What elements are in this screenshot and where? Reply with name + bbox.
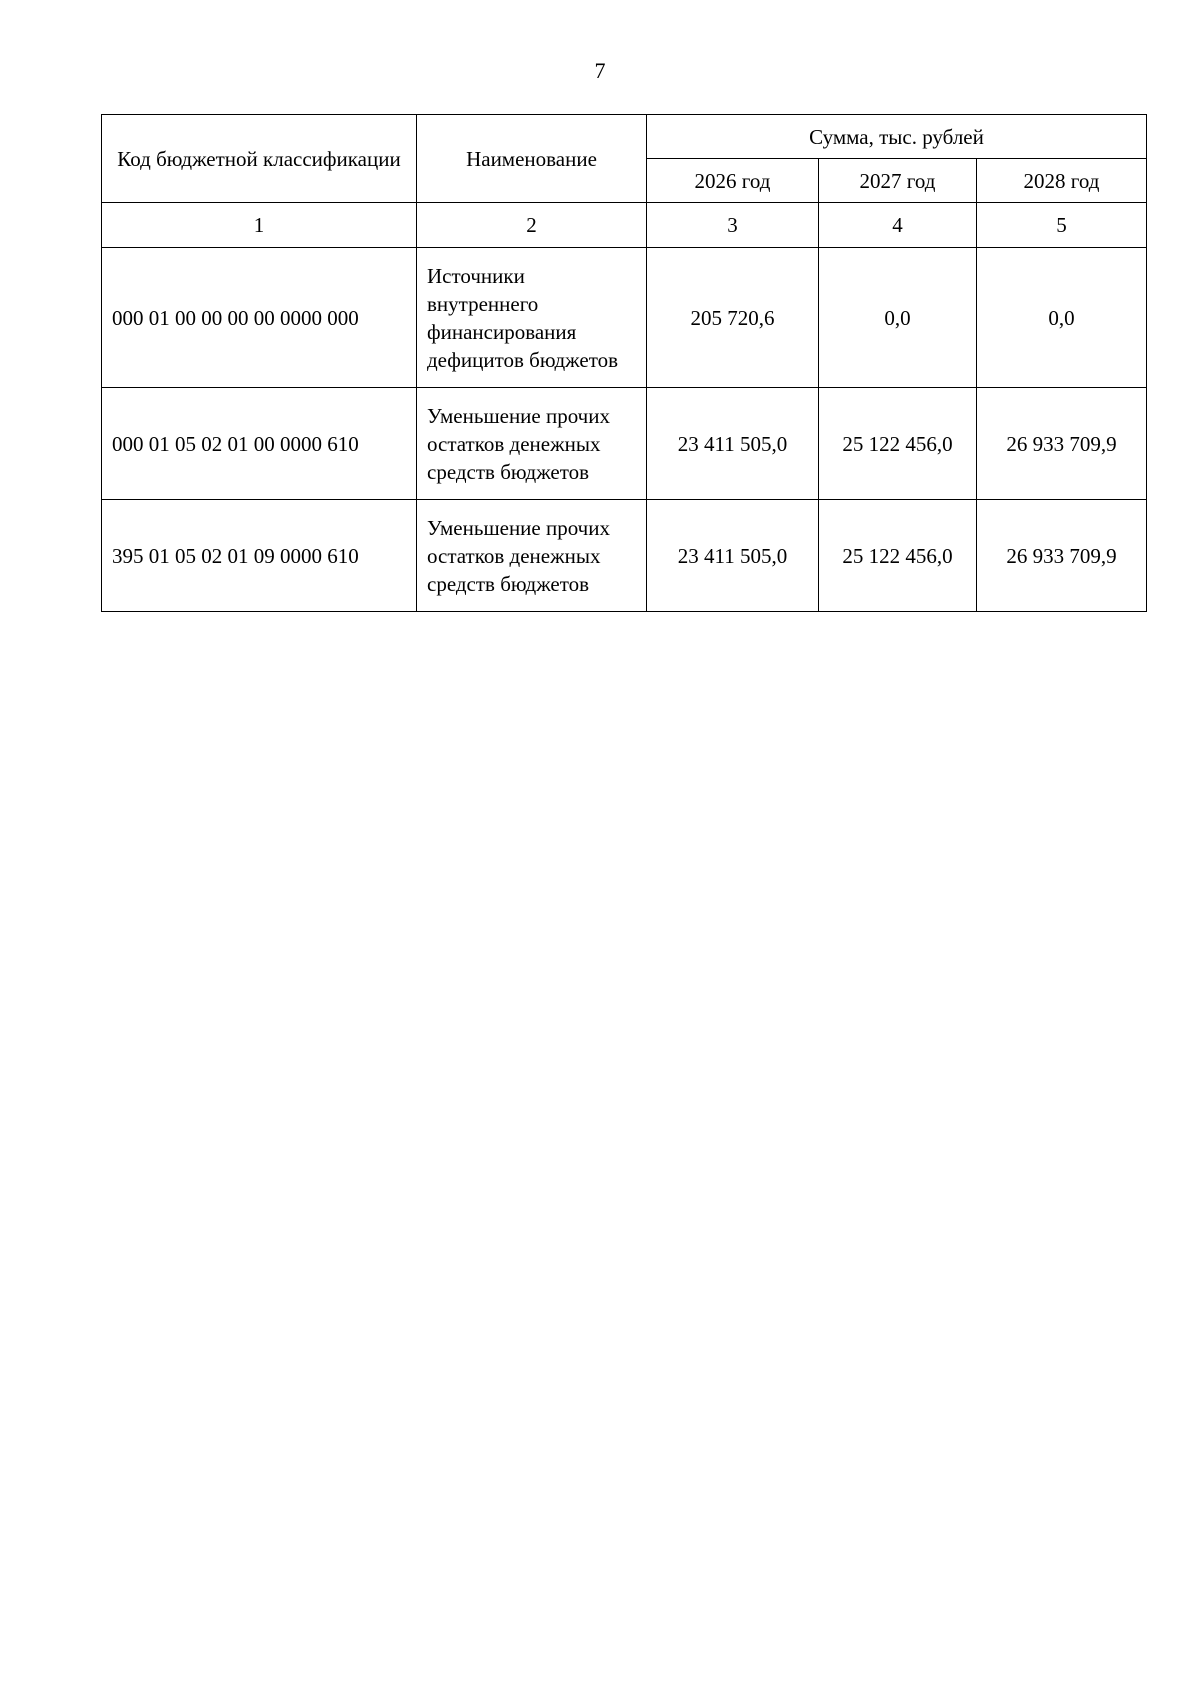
page-number: 7 bbox=[594, 58, 606, 83]
column-number: 2 bbox=[417, 203, 647, 248]
header-name-label: Наименование bbox=[466, 146, 597, 171]
amount-2028-cell: 0,0 bbox=[977, 248, 1147, 388]
column-number-row bbox=[102, 203, 1147, 248]
budget-code-cell: 395 01 05 02 01 09 0000 610 bbox=[102, 500, 417, 612]
header-sum-cell bbox=[647, 115, 1147, 159]
column-number: 1 bbox=[102, 203, 417, 248]
header-row bbox=[102, 115, 1147, 159]
column-number: 3 bbox=[647, 203, 819, 248]
table-row bbox=[102, 500, 1147, 612]
row-name-cell: Источники внутреннего финансирования дефицитов бюджетов bbox=[417, 248, 647, 388]
header-year-2027: 2027 год bbox=[819, 159, 977, 203]
amount-2028-cell: 26 933 709,9 bbox=[977, 388, 1147, 500]
header-year-2028: 2028 год bbox=[977, 159, 1147, 203]
amount-2027-cell: 25 122 456,0 bbox=[819, 500, 977, 612]
amount-2027-cell: 25 122 456,0 bbox=[819, 388, 977, 500]
table-row bbox=[102, 248, 1147, 388]
header-sum-label: Сумма, тыс. рублей bbox=[809, 124, 984, 149]
amount-2027-cell: 0,0 bbox=[819, 248, 977, 388]
row-name-cell: Уменьшение прочих остатков денежных средств бюджетов bbox=[417, 500, 647, 612]
column-number: 4 bbox=[819, 203, 977, 248]
budget-code-cell: 000 01 05 02 01 00 0000 610 bbox=[102, 388, 417, 500]
column-number: 5 bbox=[977, 203, 1147, 248]
table-row bbox=[102, 388, 1147, 500]
amount-2026-cell: 205 720,6 bbox=[647, 248, 819, 388]
header-code-label: Код бюджетной классификации bbox=[117, 146, 401, 171]
amount-2026-cell: 23 411 505,0 bbox=[647, 388, 819, 500]
budget-code-cell: 000 01 00 00 00 00 0000 000 bbox=[102, 248, 417, 388]
header-year-2026: 2026 год bbox=[647, 159, 819, 203]
header-code-cell bbox=[102, 115, 417, 203]
budget-sources-table bbox=[101, 114, 1147, 612]
row-name-cell: Уменьшение прочих остатков денежных средств бюджетов bbox=[417, 388, 647, 500]
amount-2028-cell: 26 933 709,9 bbox=[977, 500, 1147, 612]
amount-2026-cell: 23 411 505,0 bbox=[647, 500, 819, 612]
header-name-cell bbox=[417, 115, 647, 203]
